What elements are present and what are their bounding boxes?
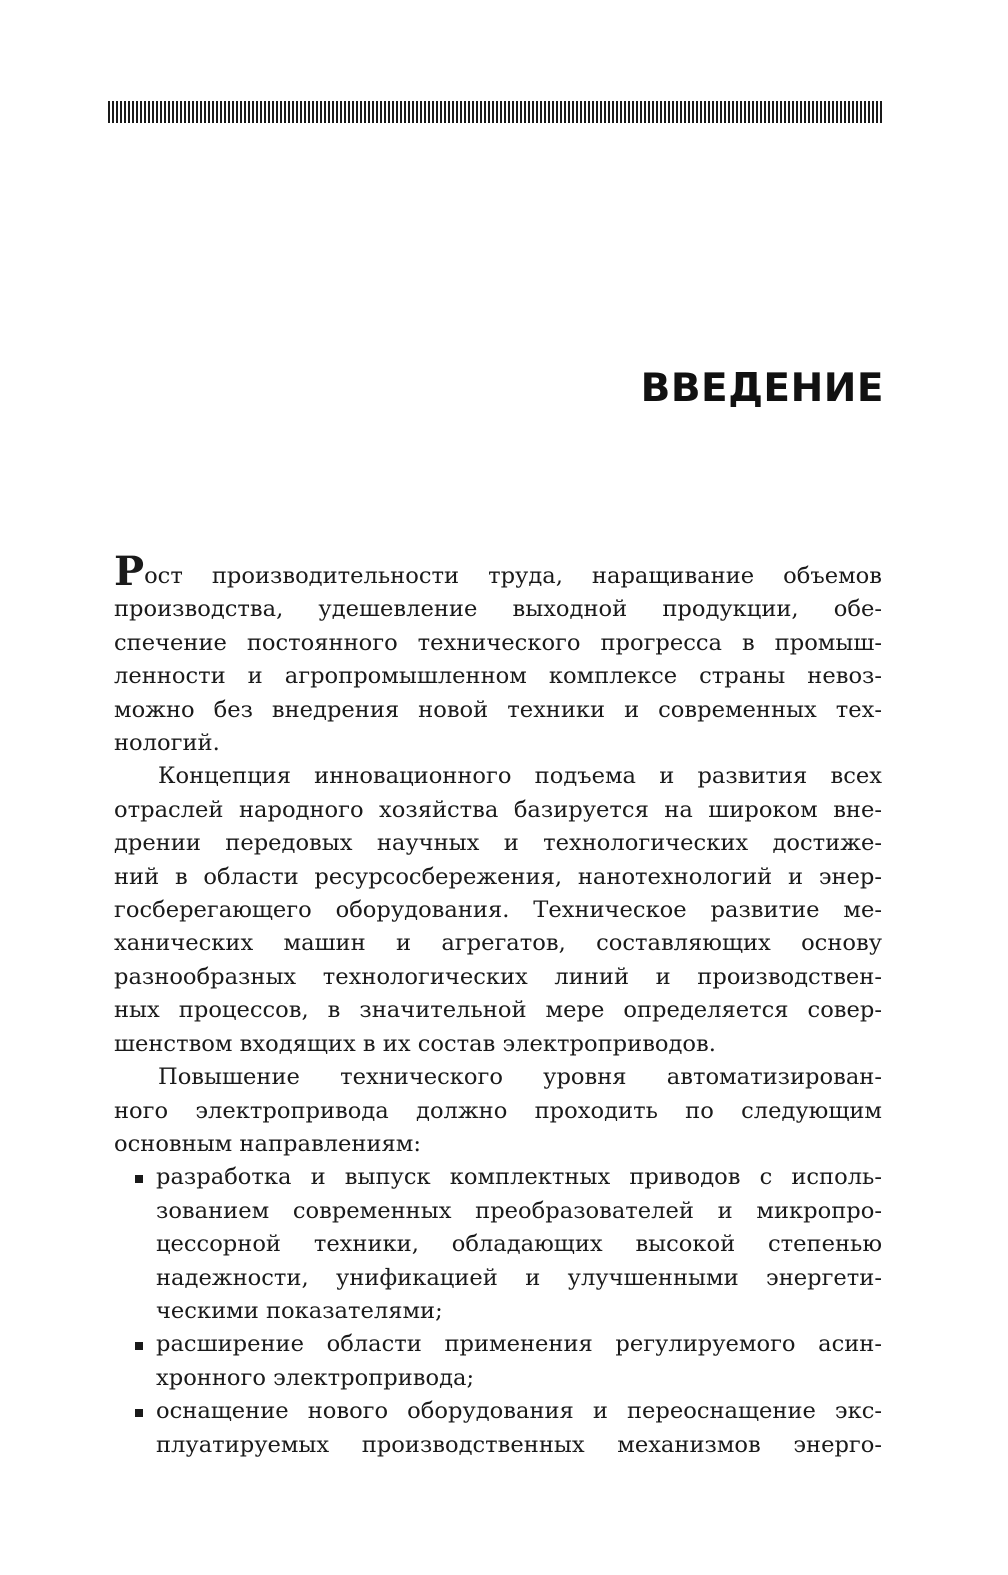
paragraph-line: спечение постоянного технического прогресса в промыш- [114,629,882,656]
paragraph-line: разнообразных технологических линий и производствен- [114,963,882,990]
bullet-item-2 [114,1328,882,1395]
square-bullet-icon [135,1175,143,1183]
paragraph-line: ханических машин и агрегатов, составляющих основу [114,930,882,957]
chapter-title: ВВЕДЕНИЕ [640,366,884,411]
paragraph-line: ного электропривода должно проходить по следующим [114,1097,882,1124]
paragraph-line: можно без внедрения новой техники и современных тех- [114,696,882,723]
paragraph-line: Повышение технического уровня автоматизирован- [158,1064,882,1091]
paragraph-3 [114,1061,882,1161]
bullet-line: расширение области применения регулируемого асин- [156,1331,882,1358]
bullet-item-3 [114,1395,882,1462]
bullet-line: разработка и выпуск комплектных приводов с исполь- [156,1164,882,1191]
square-bullet-icon [135,1409,143,1417]
paragraph-line: Концепция инновационного подъема и развития всех [158,763,882,790]
bullet-line: ческими показателями; [156,1297,443,1324]
paragraph-line: ных процессов, в значительной мере определяется совер- [114,997,882,1024]
paragraph-line: Рост производительности труда, наращивание объемов [114,548,882,595]
square-bullet-icon [135,1342,143,1350]
bullet-line: оснащение нового оборудования и переоснащение экс- [156,1398,882,1425]
paragraph-line: госберегающего оборудования. Техническое развитие ме- [114,897,882,924]
bullet-line: хронного электропривода; [156,1364,475,1391]
paragraph-line: производства, удешевление выходной продукции, обе- [114,596,882,623]
bullet-line: цессорной техники, обладающих высокой степенью [156,1231,882,1258]
paragraph-2 [114,760,882,1061]
bullet-item-1 [114,1161,882,1328]
paragraph-line: шенством входящих в их состав электроприводов. [114,1030,716,1057]
paragraph-line: нологий. [114,730,220,757]
bullet-line: зованием современных преобразователей и микропро- [156,1197,882,1224]
paragraph-line: дрении передовых научных и технологических достиже- [114,830,882,857]
paragraph-1 [114,548,882,760]
body-text [114,548,882,1462]
header-decorative-rule [108,101,884,123]
bullet-line: надежности, унификацией и улучшенными энергети- [156,1264,882,1291]
drop-cap: Р [114,548,145,595]
paragraph-line: отраслей народного хозяйства базируется на широком вне- [114,796,882,823]
paragraph-line: ленности и агропромышленном комплексе страны невоз- [114,663,882,690]
bullet-line: плуатируемых производственных механизмов энерго- [156,1431,882,1458]
paragraph-line: ний в области ресурсосбережения, нанотехнологий и энер- [114,863,882,890]
paragraph-line: основным направлениям: [114,1130,421,1157]
